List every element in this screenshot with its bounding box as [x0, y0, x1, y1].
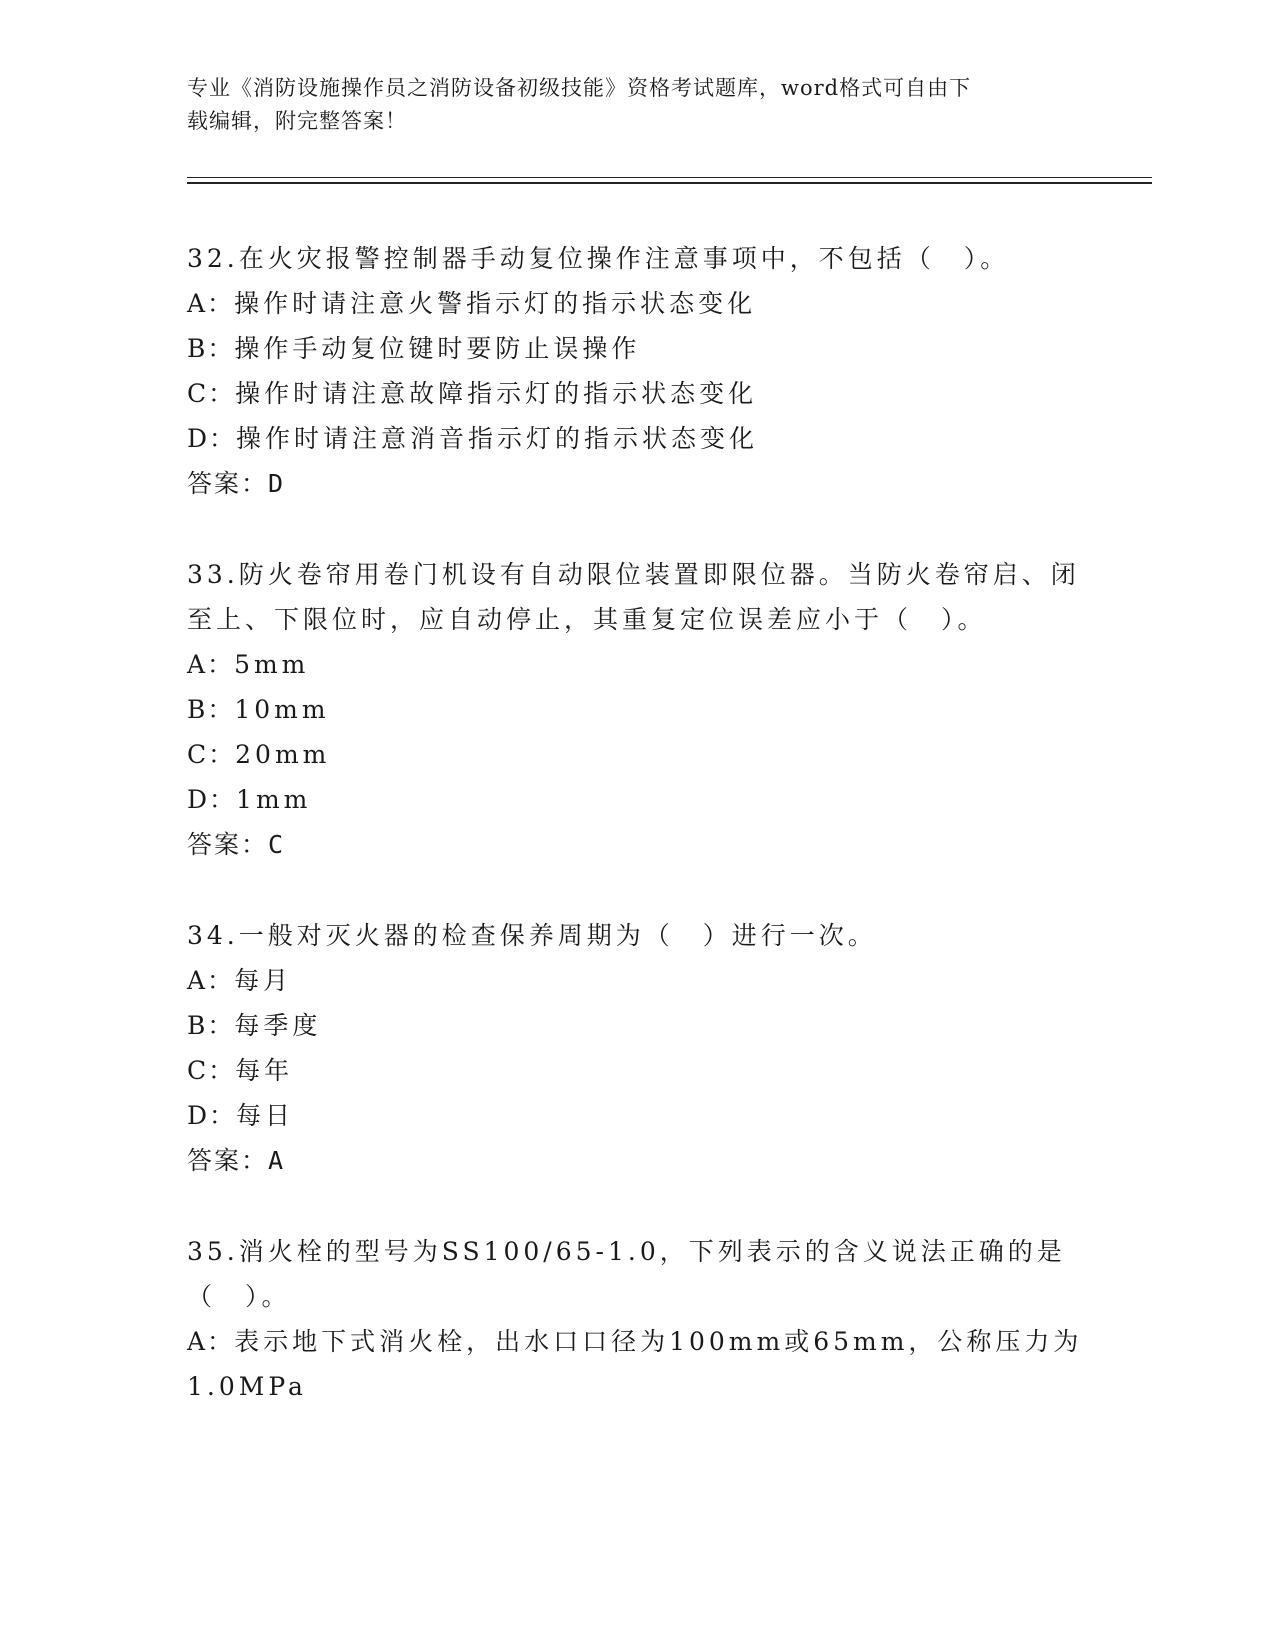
option-a: [187, 958, 1087, 1003]
option-b: [187, 687, 1087, 732]
question-35: [187, 1229, 1087, 1409]
answer-value: C: [268, 830, 286, 859]
option-a: [187, 642, 1087, 687]
option-c: [187, 1048, 1087, 1093]
option-text: 每季度: [234, 1011, 322, 1040]
question-stem: 35.消火栓的型号为SS100/65-1.0，下列表示的含义说法正确的是（ ）。: [187, 1237, 1066, 1311]
option-letter: C：: [187, 1056, 236, 1085]
header-line-1: 专业《消防设施操作员之消防设备初级技能》资格考试题库，word格式可自由下: [187, 76, 972, 100]
option-b: [187, 326, 1087, 371]
option-text: 每年: [235, 1056, 294, 1085]
option-c: [187, 732, 1087, 777]
option-a: [187, 281, 1087, 326]
option-letter: D：: [187, 424, 237, 453]
answer-label: 答案：: [187, 830, 269, 859]
option-text: 操作时请注意故障指示灯的指示状态变化: [235, 379, 758, 408]
option-text: 操作时请注意消音指示灯的指示状态变化: [236, 424, 759, 453]
question-spacer: [187, 867, 1087, 913]
question-33: [187, 552, 1087, 867]
question-32: [187, 236, 1087, 506]
option-letter: A：: [187, 289, 235, 318]
header-divider-thin: [187, 177, 1152, 178]
answer-value: D: [268, 469, 286, 498]
question-stem: 33.防火卷帘用卷门机设有自动限位装置即限位器。当防火卷帘启、闭至上、下限位时，应自动停止，其重复定位误差应小于（ ）。: [187, 560, 1080, 634]
option-letter: B：: [187, 334, 235, 363]
answer-value: A: [268, 1146, 286, 1175]
answer-label: 答案：: [187, 469, 269, 498]
question-spacer: [187, 506, 1087, 552]
option-letter: B：: [187, 1011, 235, 1040]
option-text: 5mm: [234, 650, 310, 679]
option-letter: D：: [187, 785, 237, 814]
option-letter: A：: [187, 650, 235, 679]
answer-line: [187, 822, 1087, 867]
question-list: [187, 236, 1087, 1409]
question-spacer: [187, 1183, 1087, 1229]
option-d: [187, 416, 1087, 461]
option-letter: A：: [187, 966, 235, 995]
option-letter: C：: [187, 379, 236, 408]
option-letter: B：: [187, 695, 235, 724]
option-text: 操作手动复位键时要防止误操作: [234, 334, 641, 363]
option-d: [187, 777, 1087, 822]
option-b: [187, 1003, 1087, 1048]
answer-line: [187, 1138, 1087, 1183]
option-a: [187, 1319, 1087, 1409]
option-text: 表示地下式消火栓，出水口口径为100mm或65mm，公称压力为1.0MPa: [187, 1327, 1083, 1401]
option-text: 10mm: [234, 695, 330, 724]
option-d: [187, 1093, 1087, 1138]
option-letter: C：: [187, 740, 236, 769]
answer-line: [187, 461, 1087, 506]
header-divider-thick: [187, 182, 1152, 184]
question-stem: 32.在火灾报警控制器手动复位操作注意事项中，不包括（ ）。: [187, 244, 1010, 273]
option-c: [187, 371, 1087, 416]
option-text: 每月: [234, 966, 293, 995]
header-line-2: 载编辑，附完整答案！: [187, 109, 407, 133]
option-text: 每日: [236, 1101, 295, 1130]
option-letter: A：: [187, 1327, 235, 1356]
answer-label: 答案：: [187, 1146, 269, 1175]
option-text: 操作时请注意火警指示灯的指示状态变化: [234, 289, 757, 318]
option-text: 20mm: [235, 740, 331, 769]
document-header: [187, 72, 1067, 138]
question-stem: 34.一般对灭火器的检查保养周期为（ ）进行一次。: [187, 921, 877, 950]
option-letter: D：: [187, 1101, 237, 1130]
option-text: 1mm: [236, 785, 312, 814]
question-34: [187, 913, 1087, 1183]
